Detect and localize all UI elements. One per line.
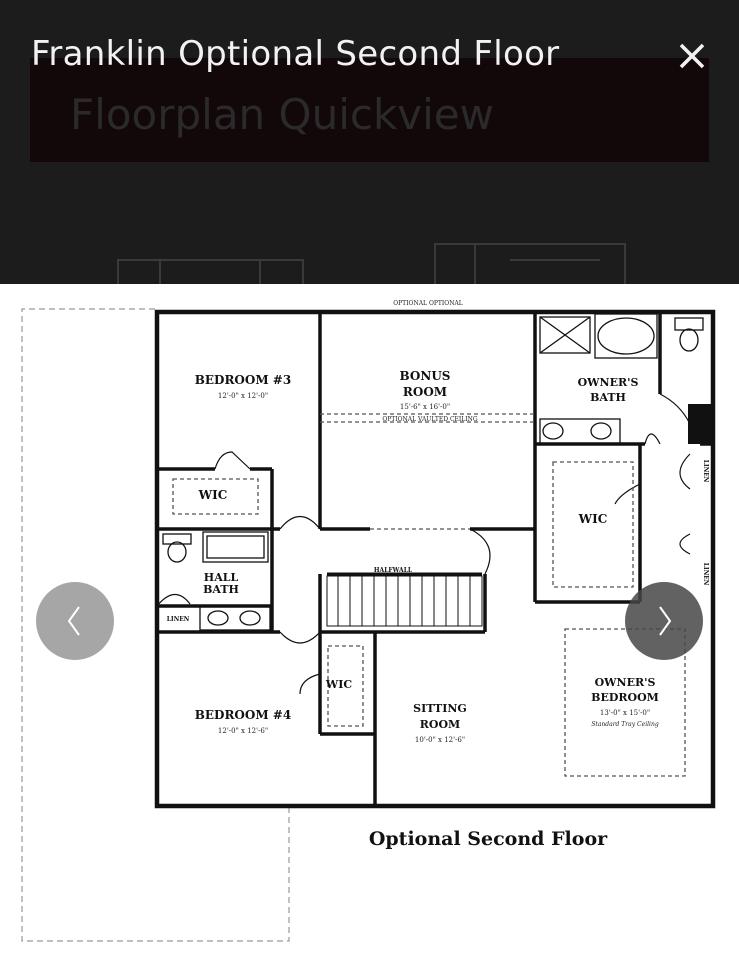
note-tray-ceiling: Standard Tray Ceiling bbox=[591, 721, 659, 728]
background-floorplan-thumbnail bbox=[0, 240, 739, 284]
dims-bedroom-4: 12'-0" x 12'-6" bbox=[217, 727, 269, 735]
dims-bonus: 15'-6" x 16'-0" bbox=[399, 403, 451, 411]
next-image-button[interactable] bbox=[625, 582, 703, 660]
label-linen-hall: LINEN bbox=[166, 616, 190, 623]
bath-fixtures bbox=[163, 314, 703, 630]
modal-title: Franklin Optional Second Floor bbox=[31, 34, 560, 74]
label-owners-bedroom-2: BEDROOM bbox=[591, 691, 659, 704]
label-bedroom-4: BEDROOM #4 bbox=[194, 708, 292, 722]
note-optional-top: OPTIONAL OPTIONAL bbox=[393, 300, 463, 307]
label-halfwall: HALFWALL bbox=[373, 567, 413, 574]
dims-sitting: 10'-0" x 12'-6" bbox=[414, 736, 466, 744]
label-hall-bath-1: HALL bbox=[203, 571, 239, 584]
close-icon bbox=[672, 36, 712, 76]
label-hall-bath-2: BATH bbox=[203, 583, 239, 596]
floorplan-caption: Optional Second Floor bbox=[368, 828, 608, 850]
label-linen-right-2: LINEN bbox=[702, 562, 709, 586]
dims-owners-bedroom: 13'-0" x 15'-0" bbox=[599, 709, 651, 717]
modal-header bbox=[0, 0, 739, 284]
label-linen-right-1: LINEN bbox=[702, 459, 709, 483]
door-swings bbox=[157, 394, 690, 694]
chase-block bbox=[688, 404, 713, 444]
label-sitting-1: SITTING bbox=[413, 702, 467, 715]
background-heading: Floorplan Quickview bbox=[70, 90, 494, 139]
close-button[interactable] bbox=[672, 36, 712, 76]
floorplan-image-viewer bbox=[0, 284, 739, 958]
label-room: ROOM bbox=[402, 385, 448, 399]
chevron-left-icon bbox=[63, 601, 87, 641]
chevron-right-icon bbox=[652, 601, 676, 641]
label-owners-bath-1: OWNER'S bbox=[577, 376, 639, 389]
label-bedroom-3: BEDROOM #3 bbox=[194, 373, 292, 387]
previous-image-button[interactable] bbox=[36, 582, 114, 660]
note-vaulted: OPTIONAL VAULTED CEILING bbox=[382, 416, 478, 423]
label-wic-owner: WIC bbox=[578, 512, 608, 526]
label-bonus: BONUS bbox=[399, 369, 451, 383]
label-owners-bath-2: BATH bbox=[590, 391, 626, 404]
label-sitting-2: ROOM bbox=[419, 718, 461, 731]
label-wic-bedroom-4: WIC bbox=[325, 678, 353, 691]
label-wic-bedroom-3: WIC bbox=[198, 488, 228, 502]
label-owners-bedroom-1: OWNER'S bbox=[594, 676, 656, 689]
dims-bedroom-3: 12'-0" x 12'-0" bbox=[217, 392, 269, 400]
staircase bbox=[327, 574, 482, 626]
